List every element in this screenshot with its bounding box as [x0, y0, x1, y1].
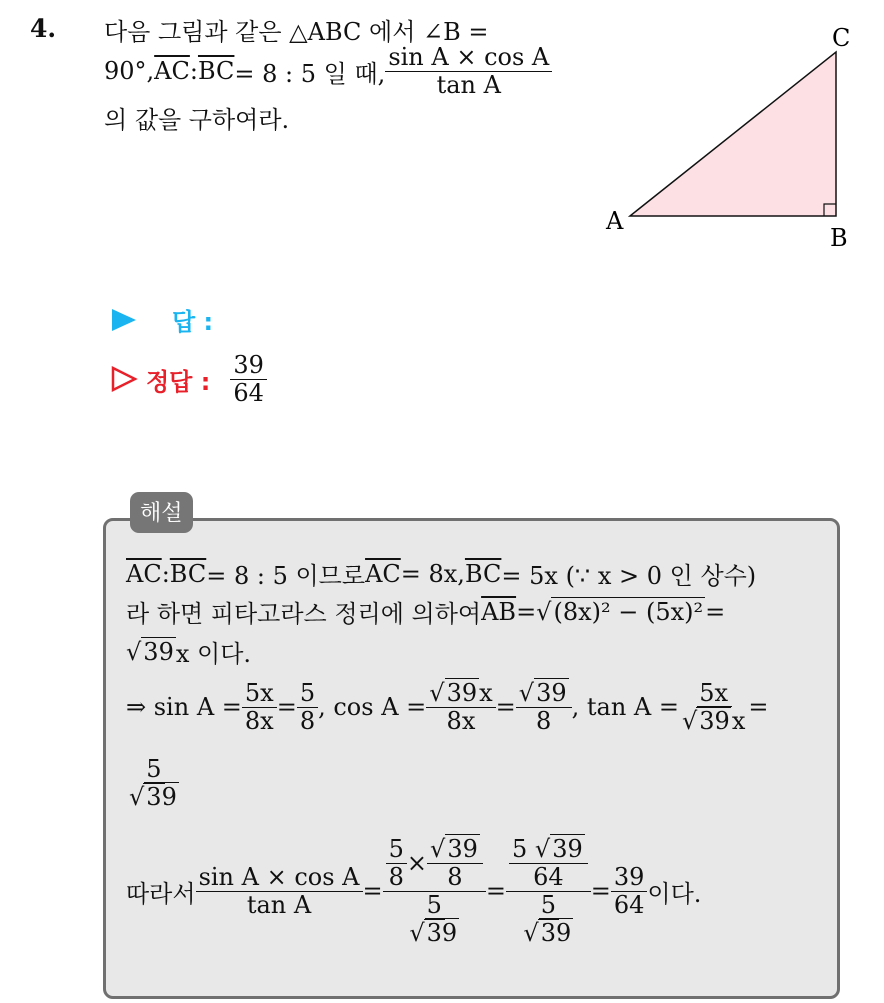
equals: = [485, 877, 506, 906]
equals: = [276, 693, 297, 722]
triangle-figure [600, 24, 860, 254]
fraction [426, 680, 495, 735]
vertex-label-b: B [830, 224, 848, 252]
solution-text: 이다. [647, 879, 702, 908]
denominator: √39 [523, 918, 572, 947]
numerator: 5 [386, 836, 407, 864]
denominator: 8 [299, 706, 316, 735]
solution-text: = [748, 693, 769, 722]
radicand: 39 [552, 835, 583, 863]
solution-text: , tan A = [571, 693, 679, 722]
solution-text: x 이다. [175, 640, 252, 668]
numerator [383, 836, 486, 892]
times: × [406, 848, 428, 877]
solution-text: = 5x (∵ x > 0 인 상수) [501, 562, 757, 590]
solution-tag: 해설 [130, 492, 193, 533]
denominator: √39 [129, 782, 177, 811]
radicand: 39 [540, 918, 572, 947]
sqrt-39: √39 [126, 637, 174, 666]
fraction [196, 864, 363, 919]
solution-text: , cos A = [318, 693, 427, 722]
numerator: √39 [427, 836, 483, 864]
segment-ac: $\overline{AC}$ [154, 57, 190, 86]
sqrt-expression: √(8x)² − (5x)² [536, 597, 704, 626]
segment-ac: $\overline{AC}$ [365, 559, 401, 588]
numerator: 5 √39 [509, 836, 588, 864]
radicand: 39 [536, 679, 567, 707]
outline-arrow-icon [110, 365, 138, 393]
target-fraction [385, 44, 552, 99]
problem-text: = 8 : 5 일 때, [234, 59, 386, 88]
fraction [516, 680, 572, 735]
fraction-denominator: tan A [436, 70, 501, 99]
solution-line-1 [126, 556, 756, 591]
numerator: 5 [424, 892, 445, 920]
correct-answer-label: 정답 : [146, 367, 211, 396]
solution-text: : [161, 559, 170, 588]
radicand: (8x)² − (5x)² [553, 597, 704, 626]
equals: = [495, 693, 516, 722]
fraction [297, 680, 318, 735]
question-number: 4. [30, 14, 57, 43]
solution-text: = 8x, [400, 559, 465, 588]
segment-bc: $\overline{BC}$ [464, 559, 502, 588]
segment-bc: $\overline{BC}$ [169, 559, 207, 588]
result-fraction [611, 864, 648, 919]
answer-row [110, 302, 213, 337]
radicand: 39 [447, 835, 478, 863]
answer-label: 답 : [172, 308, 214, 336]
variable: x [731, 706, 746, 735]
coefficient: 5 [511, 835, 528, 863]
radicand: 39 [699, 706, 730, 735]
complex-fraction [383, 836, 486, 947]
numerator: √39x [426, 680, 495, 708]
fraction [386, 836, 407, 891]
numerator: 5 [297, 680, 318, 708]
solution-text: = [516, 597, 537, 626]
numerator: 5x [696, 680, 731, 708]
solution-line-5 [126, 756, 182, 811]
numerator [506, 836, 591, 892]
denominator [517, 892, 579, 947]
solution-text: = [705, 597, 726, 626]
numerator: √39 [516, 680, 572, 708]
denominator: 64 [533, 862, 564, 891]
solution-text: 라 하면 피타고라스 정리에 의하여 [126, 600, 482, 628]
vertex-label-c: C [832, 24, 851, 52]
solution-line-6 [126, 836, 701, 947]
problem-line-1: 다음 그림과 같은 △ABC 에서 ∠B = [104, 18, 489, 46]
fraction [520, 892, 576, 947]
denominator [403, 892, 465, 947]
radicand: 39 [446, 679, 478, 707]
solution-text: 따라서 [126, 879, 196, 908]
fraction [427, 836, 483, 891]
denominator: 8x [446, 706, 476, 735]
equals: = [590, 877, 611, 906]
fraction-numerator: sin A × cos A [385, 44, 552, 72]
segment-ac: $\overline{AC}$ [126, 559, 162, 588]
fraction [242, 680, 277, 735]
correct-answer-numerator: 39 [230, 352, 267, 380]
segment-bc: $\overline{BC}$ [197, 57, 235, 86]
numerator: sin A × cos A [196, 864, 363, 892]
equals: = [362, 877, 383, 906]
solution-line-3 [126, 634, 251, 669]
denominator: 64 [613, 890, 645, 919]
problem-text: 90°, [104, 57, 155, 86]
problem-text: : [189, 57, 198, 86]
numerator: 5 [143, 756, 164, 784]
denominator: 8x [244, 706, 274, 735]
numerator: 39 [611, 864, 648, 892]
radicand: 39 [146, 782, 177, 811]
denominator: √39 [409, 918, 458, 947]
correct-answer-denominator: 64 [233, 378, 264, 407]
correct-answer-value [230, 352, 267, 407]
triangle-shape [630, 52, 836, 216]
solution-line-2 [126, 594, 725, 629]
vertex-label-a: A [606, 207, 624, 235]
fraction [509, 836, 588, 891]
numerator: 5 [538, 892, 559, 920]
radicand: 39 [143, 637, 174, 666]
numerator: 5x [242, 680, 277, 708]
denominator: 8 [447, 862, 463, 891]
solution-text: = 8 : 5 이므로 [206, 562, 366, 590]
denominator: 8 [388, 862, 404, 891]
problem-line-3: 의 값을 구하여라. [104, 106, 290, 134]
solution-text: ⇒ sin A = [126, 693, 242, 722]
variable: x [479, 679, 493, 707]
segment-ab: $\overline{AB}$ [481, 597, 517, 626]
complex-fraction [506, 836, 591, 947]
correct-answer-row [110, 352, 267, 407]
denominator: 8 [536, 706, 552, 735]
play-arrow-icon [110, 306, 138, 334]
radicand: 39 [426, 918, 458, 947]
fraction [126, 756, 182, 811]
solution-line-4 [126, 680, 768, 735]
fraction [679, 680, 748, 735]
denominator: tan A [246, 890, 312, 919]
problem-line-2 [104, 44, 552, 99]
denominator: √39x [681, 706, 746, 735]
fraction [406, 892, 462, 947]
